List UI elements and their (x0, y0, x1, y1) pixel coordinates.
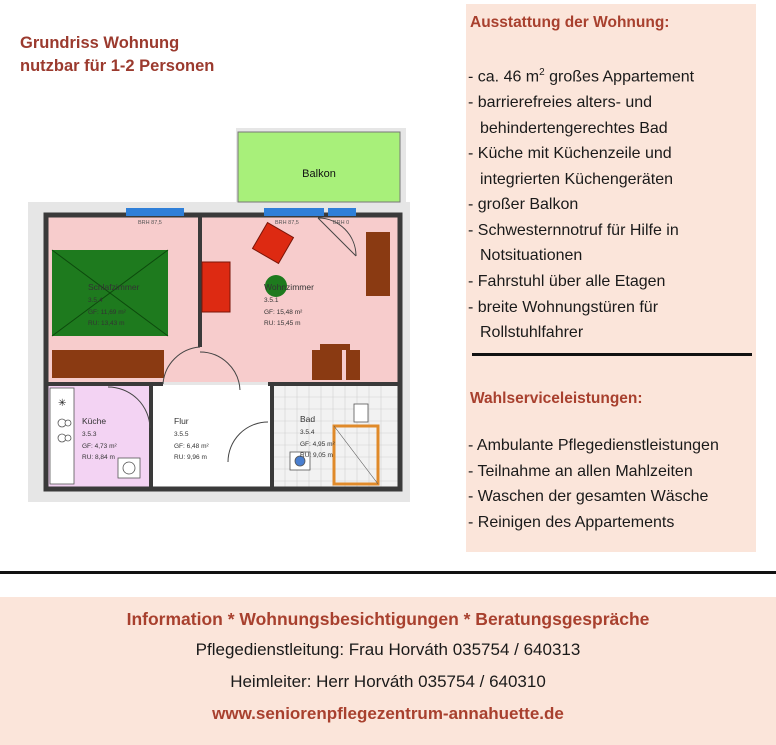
window-label: BRH 87,5 (275, 220, 299, 226)
balcony-label: Balkon (302, 168, 336, 180)
room-perimeter: RU: 13,43 m (88, 320, 125, 327)
window-label: BRH 0 (333, 220, 350, 226)
equipment-item: - Fahrstuhl über alle Etagen (468, 273, 666, 291)
room-area: GF: 15,48 m² (264, 309, 303, 316)
contact-footer (0, 597, 776, 745)
wohnzimmer-label: Wohnzimmer (264, 282, 314, 292)
dining-chair (312, 350, 342, 380)
equipment-list (468, 60, 694, 346)
room-number: 3.5.3 (82, 431, 97, 438)
service-item: - Waschen der gesamten Wäsche (468, 488, 709, 506)
room-perimeter: RU: 15,45 m (264, 320, 301, 327)
equipment-item: Rollstuhlfahrer (480, 324, 584, 342)
kueche-label: Küche (82, 416, 107, 426)
contact-home-manager: Heimleiter: Herr Horváth 035754 / 640310 (230, 672, 546, 691)
room-perimeter: RU: 9,05 m (300, 452, 333, 459)
footer-divider (0, 571, 776, 574)
service-item: - Teilnahme an allen Mahlzeiten (468, 462, 693, 480)
dining-chair (346, 350, 360, 380)
equipment-item: - großer Balkon (468, 196, 579, 214)
floorplan (28, 122, 410, 502)
dining-table (320, 344, 350, 350)
room-number: 3.5.4 (88, 297, 103, 304)
window-wohnzimmer (264, 208, 324, 216)
equipment-item: - breite Wohnungstüren für (468, 298, 659, 316)
service-item: - Reinigen des Appartements (468, 513, 675, 531)
equipment-item: - Schwesternnotruf für Hilfe in (468, 221, 679, 239)
room-number: 3.5.5 (174, 431, 189, 438)
room-number: 3.5.4 (300, 429, 315, 436)
room-area: GF: 4,73 m² (82, 443, 117, 450)
equipment-item: behindertengerechtes Bad (480, 119, 668, 137)
services-list (468, 433, 719, 535)
service-item: - Ambulante Pflegedienstleistungen (468, 437, 719, 454)
floorplan-title: Grundriss Wohnung (20, 34, 180, 52)
room-area: GF: 6,48 m² (174, 443, 209, 450)
window-label: BRH 87,5 (138, 220, 162, 226)
room-perimeter: RU: 8,84 m (82, 454, 115, 461)
services-title: Wahlserviceleistungen: (470, 390, 643, 407)
room-number: 3.5.1 (264, 297, 279, 304)
equipment-item: - ca. 46 $m^2$ großes Appartement (468, 67, 695, 86)
room-area: GF: 4,95 m² (300, 441, 335, 448)
footer-headline: Information * Wohnungsbesichtigungen * Beratungsgespräche (126, 609, 650, 629)
equipment-item: - barrierefreies alters- und (468, 93, 653, 111)
room-perimeter: RU: 9,96 m (174, 454, 207, 461)
floorplan-subtitle: nutzbar für 1-2 Personen (20, 57, 215, 75)
equipment-item: Notsituationen (480, 247, 583, 265)
door-balcony (328, 208, 356, 216)
flur-room (153, 385, 271, 487)
bad-label: Bad (300, 414, 316, 424)
info-panel (466, 4, 756, 552)
equipment-item: - Küche mit Küchenzeile und (468, 145, 672, 163)
snowflake-icon: ✳ (58, 398, 67, 409)
sofa (202, 262, 230, 312)
schlafzimmer-label: Schlafzimmer (88, 282, 140, 292)
website-link[interactable]: www.seniorenpflegezentrum-annahuette.de (212, 704, 564, 723)
window-schlafzimmer (126, 208, 184, 216)
balcony (238, 132, 400, 202)
floorplan-heading (20, 32, 214, 78)
contact-care-manager: Pflegedienstleitung: Frau Horváth 035754 / 640313 (195, 640, 581, 659)
flur-label: Flur (174, 416, 189, 426)
divider (472, 353, 752, 356)
equipment-item: integrierten Küchengeräten (480, 170, 674, 188)
wardrobe (52, 350, 164, 378)
room-area: GF: 11,69 m² (88, 309, 126, 316)
equipment-title: Ausstattung der Wohnung: (470, 14, 670, 31)
cabinet (366, 232, 390, 296)
